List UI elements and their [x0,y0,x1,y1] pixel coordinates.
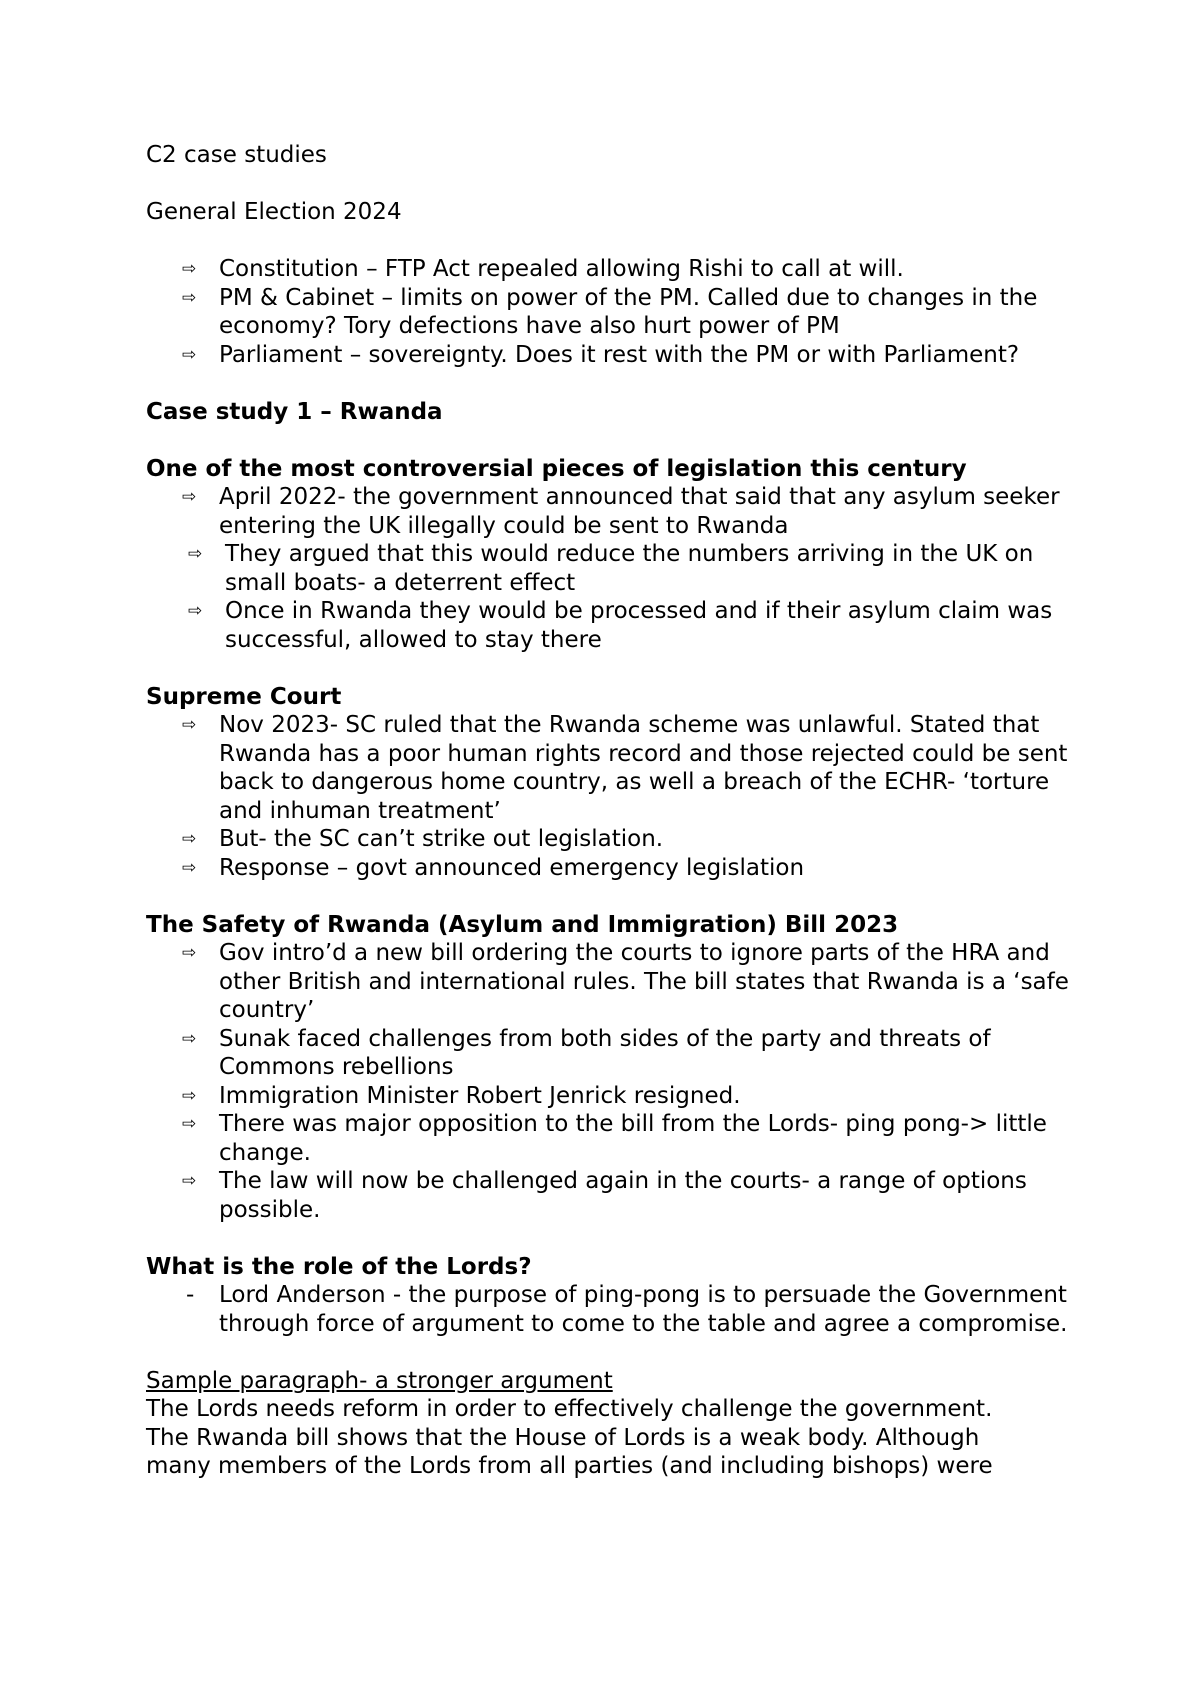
arrow-bullet-icon: ⇨ [182,259,197,279]
controversial-heading: One of the most controversial pieces of legislation this century [146,455,967,482]
spacer [146,654,1086,683]
sample-paragraph-line: The Lords needs reform in order to effectively challenge the government. [146,1396,993,1422]
spacer [146,369,1086,398]
list-item: ⇨ The law will now be challenged again in the courts- a range of options possible. [182,1168,1027,1223]
bill-list [146,939,1086,1224]
arrow-bullet-icon: ⇨ [182,1114,197,1134]
supreme-court-heading: Supreme Court [146,683,342,710]
spacer [146,170,1086,199]
list-item: ⇨ There was major opposition to the bill from the Lords- ping pong-> little change. [182,1111,1047,1166]
list-item: ⇨ April 2022- the government announced that said that any asylum seeker entering the UK illegally could be sent to Rwanda [182,484,1060,539]
spacer [146,1224,1086,1253]
sample-paragraph-line: The Rwanda bill shows that the House of Lords is a weak body. Although [146,1424,980,1451]
arrow-bullet-icon: ⇨ [182,1171,197,1191]
supreme-court-list [146,711,1086,882]
spacer [146,1338,1086,1367]
arrow-bullet-icon: ⇨ [182,487,197,507]
arrow-bullet-icon: ⇨ [182,829,197,849]
list-item: ⇨ They argued that this would reduce the numbers arriving in the UK on small boats- a deterrent effect [188,541,1034,596]
bill-heading: The Safety of Rwanda (Asylum and Immigration) Bill 2023 [146,911,899,938]
lords-list [146,1281,1086,1338]
list-item: ⇨ PM & Cabinet – limits on power of the PM. Called due to changes in the economy? Tory defections have also hurt power of PM [182,284,1038,339]
case-study-heading: Case study 1 – Rwanda [146,398,443,425]
controversial-list [146,483,1086,654]
dash-bullet-icon: - [186,1282,195,1308]
arrow-bullet-icon: ⇨ [188,601,203,621]
spacer [146,882,1086,911]
arrow-bullet-icon: ⇨ [182,1028,197,1049]
document-title: C2 case studies [146,142,327,168]
section-general-election: General Election 2024 [146,199,402,225]
general-election-list [146,255,1086,369]
list-item: ⇨ Constitution – FTP Act repealed allowing Rishi to call at will. [182,256,904,282]
list-item: ⇨ Gov intro’d a new bill ordering the courts to ignore parts of the HRA and other British and international rules. The bill states that Rwanda is a ‘safe country’ [182,940,1069,1023]
arrow-bullet-icon: ⇨ [182,344,197,365]
spacer [146,426,1086,455]
list-item: ⇨ Sunak faced challenges from both sides of the party and threats of Commons rebellions [182,1025,991,1080]
arrow-bullet-icon: ⇨ [188,544,203,564]
sample-paragraph-heading: Sample paragraph- a stronger argument [146,1367,613,1394]
arrow-bullet-icon: ⇨ [182,287,197,308]
document-body [146,141,1086,1481]
arrow-bullet-icon: ⇨ [182,715,197,735]
lords-role-heading: What is the role of the Lords? [146,1253,532,1280]
list-item: - Lord Anderson - the purpose of ping-pong is to persuade the Government through force of argument to come to the table and agree a compromise. [186,1282,1068,1337]
spacer [146,227,1086,256]
arrow-bullet-icon: ⇨ [182,857,197,878]
arrow-bullet-icon: ⇨ [182,1085,197,1106]
list-item: ⇨ But- the SC can’t strike out legislation. [182,826,664,852]
list-item: ⇨ Once in Rwanda they would be processed and if their asylum claim was successful, allowed to stay there [188,598,1053,653]
arrow-bullet-icon: ⇨ [182,943,197,963]
list-item: ⇨ Response – govt announced emergency legislation [182,854,805,881]
list-item: ⇨ Immigration Minister Robert Jenrick resigned. [182,1082,741,1109]
list-item: ⇨ Parliament – sovereignty. Does it rest with the PM or with Parliament? [182,341,1020,368]
sample-paragraph-line: many members of the Lords from all parties (and including bishops) were [146,1453,993,1479]
list-item: ⇨ Nov 2023- SC ruled that the Rwanda scheme was unlawful. Stated that Rwanda has a poor human rights record and those rejected could be sent back to dangerous home country, as well a breach of the ECHR- ‘torture and inhuman treatment’ [182,712,1068,824]
